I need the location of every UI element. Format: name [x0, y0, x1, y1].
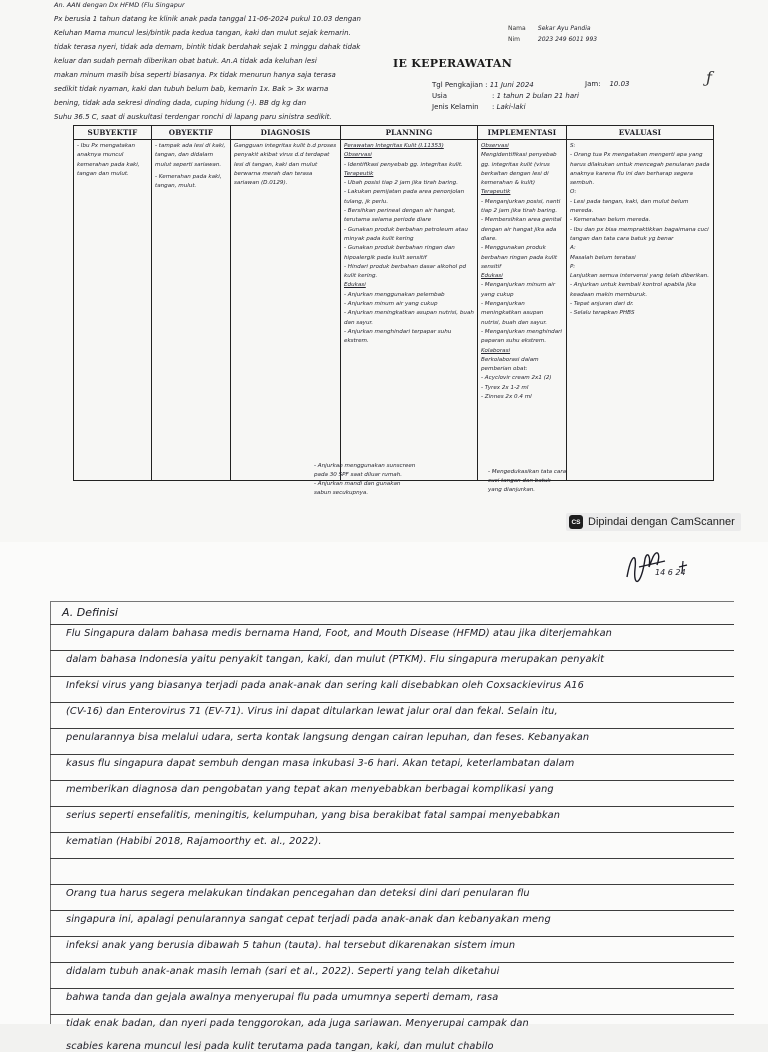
- handwritten-line: didalam tubuh anak-anak masih lemah (sari et al., 2022). Seperti yang telah diketahui: [66, 966, 500, 977]
- case-line: makan minum masih bisa seperti biasanya. Px tidak menurun hanya saja terasa: [54, 71, 336, 79]
- planning-item: - Hindari produk berbahan dasar alkohol pd kulit kering.: [344, 263, 467, 280]
- camscanner-watermark: [566, 513, 741, 531]
- page-left-margin-line: [50, 601, 51, 1024]
- nim-label: Nim: [508, 36, 520, 43]
- nim-value: 2023 249 6011 993: [537, 36, 598, 43]
- handwritten-line: (CV-16) dan Enterovirus 71 (EV-71). Virus ini dapat ditularkan lewat jalur oral dan fekal. Selain itu,: [66, 706, 558, 717]
- evaluasi-item: - Tepat anjuran dari dr.: [570, 301, 634, 308]
- implementasi-overflow-line: - Mengedukasikan tata cara: [488, 469, 567, 475]
- implementasi-overflow: [488, 468, 588, 495]
- patient-header: An. AAN dengan Dx HFMD (Flu Singapur: [54, 1, 185, 9]
- handwritten-line: memberikan diagnosa dan pengobatan yang tepat akan menyebabkan berbagai komplikasi yang: [66, 784, 554, 795]
- cell-obyektif: [152, 140, 231, 481]
- implementasi-list: [481, 142, 563, 402]
- case-line: Keluhan Mama muncul lesi/bintik pada kedua tangan, kaki dan mulut sejak kemarin.: [54, 29, 351, 37]
- evaluasi-item: - Kemerahan belum mereda.: [570, 217, 651, 224]
- ruled-line: [50, 650, 734, 651]
- case-line: keluar dan sudah pernah diberikan obat batuk. An.A tidak ada keluhan lesi: [54, 57, 317, 65]
- obyektif-item: - tampak ada lesi di kaki, tangan, dan didalam mulut seperti sariawan.: [155, 143, 226, 168]
- planning-overflow: [314, 462, 464, 498]
- handwritten-line: Orang tua harus segera melakukan tindakan pencegahan dan deteksi dini dari penularan flu: [66, 888, 530, 899]
- planning-item: - Lakukan pemijatan pada area penonjolan tulang, jk perlu.: [344, 189, 465, 205]
- case-line: tidak terasa nyeri, tidak ada demam, bintik tidak berdahak sejak 1 minggu dahak tidak: [54, 43, 361, 51]
- planning-item: - Bersihkan perineal dengan air hangat, terutama selama periode diare: [344, 208, 456, 224]
- col-evaluasi: EVALUASI: [567, 126, 714, 140]
- col-planning: PLANNING: [341, 126, 478, 140]
- evaluasi-item: P:: [570, 263, 576, 270]
- signature-date: 14 6 24: [655, 568, 686, 577]
- implementasi-item: - Menganjurkan meningkatkan asupan nutrisi, buah dan sayur.: [481, 301, 548, 326]
- ruled-line: [50, 988, 734, 989]
- assessment-date: Tgl Pengkajian : 11 Juni 2024: [432, 81, 534, 89]
- table-header-row: [74, 126, 714, 140]
- ruled-line: [50, 962, 734, 963]
- sheet-title: IE KEPERAWATAN: [393, 57, 513, 70]
- evaluasi-item: Masalah belum teratasi: [570, 254, 636, 261]
- col-obyektif: OBYEKTIF: [152, 126, 231, 140]
- student-name: [508, 23, 591, 34]
- evaluasi-item: S:: [570, 143, 576, 149]
- implementasi-item: Berkolaborasi dalam pemberian obat:: [481, 356, 539, 373]
- col-subyektif: SUBYEKTIF: [74, 126, 152, 140]
- handwritten-line: singapura ini, apalagi penularannya sangat cepat terjadi pada anak-anak dan kebanyakan meng: [66, 914, 551, 925]
- subyektif-text: - Ibu Px mengatakan anaknya muncul kemerahan pada kaki, tangan dan mulut.: [77, 143, 140, 177]
- student-nim: [508, 34, 597, 45]
- time-value: 10.03: [609, 80, 630, 88]
- obyektif-list: [155, 142, 227, 191]
- ruled-line: [50, 936, 734, 937]
- evaluasi-item: - Ibu dan px bisa mempraktikkan bagaimana cuci tangan dan tata cara batuk yg benar: [570, 226, 709, 242]
- name-label: Nama: [508, 25, 526, 32]
- planning-item: - Anjurkan minum air yang cukup: [344, 301, 438, 308]
- camscanner-logo-icon: CS: [569, 515, 583, 529]
- handwritten-line: penularannya bisa melalui udara, serta kontak langsung dengan cairan lepuhan, dan feses. Kebanyakan: [66, 732, 590, 743]
- cell-planning: [341, 140, 478, 481]
- camscanner-label: Dipindai dengan CamScanner: [588, 516, 735, 528]
- implementasi-item: Mengidentifikasi penyebab gg. integritas kulit (virus berkaitan dengan lesi di kemerahan & kulit): [481, 152, 557, 187]
- ruled-line: [50, 728, 734, 729]
- ruled-line: [50, 1014, 734, 1015]
- handwritten-line: kasus flu singapura dapat sembuh dengan masa inkubasi 3-6 hari. Akan tetapi, keterlambatan dalam: [66, 758, 575, 769]
- implementasi-item: Edukasi: [481, 273, 503, 280]
- handwritten-line: bahwa tanda dan gejala awalnya menyerupai flu pada umumnya seperti demam, rasa: [66, 992, 499, 1003]
- implementasi-item: - Menggunakan produk berbahan ringan pada kulit sensitif: [481, 245, 558, 270]
- planning-item: - Ubah posisi tiap 2 jam jika tirah baring.: [344, 180, 458, 187]
- cell-subyektif: [74, 140, 152, 481]
- evaluasi-item: O:: [570, 189, 577, 196]
- evaluasi-item: A:: [570, 245, 576, 252]
- handwritten-line: infeksi anak yang berusia dibawah 5 tahun (tauta). hal tersebut dikarenakan sistem imun: [66, 940, 516, 951]
- planning-item: - Anjurkan meningkatkan asupan nutrisi, buah dan sayur.: [344, 310, 474, 326]
- planning-item: - Gunakan produk berbahan ringan dan hipoalergik pada kulit sensitif: [344, 245, 455, 261]
- sex-label: Jenis Kelamin: [432, 103, 479, 111]
- ruled-line: [50, 780, 734, 781]
- date-value: 11 Juni 2024: [489, 81, 534, 89]
- assessment-time: Jam: 10.03: [585, 80, 630, 88]
- ruled-line: [50, 806, 734, 807]
- handwritten-line: serius seperti ensefalitis, meningitis, kelumpuhan, yang bisa berakibat fatal sampai menyebabkan: [66, 810, 561, 821]
- age-label: Usia: [432, 92, 448, 100]
- implementasi-item: - Zinnes 2x 0.4 ml: [481, 394, 532, 401]
- planning-overflow-line: pada 30 SPF saat diluar rumah.: [314, 472, 403, 478]
- ruled-line: [50, 884, 734, 885]
- planning-item: - Anjurkan menghindari terpapar suhu ekstrem.: [344, 328, 452, 345]
- planning-item: Observasi: [344, 152, 372, 159]
- ruled-line: [50, 832, 734, 833]
- time-label: Jam: [585, 80, 599, 88]
- notebook-page: [0, 542, 768, 1052]
- planning-overflow-line: sabun secukupnya.: [314, 490, 369, 496]
- planning-item: - Anjurkan menggunakan pelembab: [344, 291, 445, 298]
- implementasi-item: - Membersihkan area genital dengan air hangat jika ada diare.: [481, 217, 562, 242]
- implementasi-item: - Menganjurkan minum air yang cukup: [481, 282, 556, 298]
- handwritten-line: scabies karena muncul lesi pada kulit terutama pada tangan, kaki, dan mulut chabilo: [66, 1041, 494, 1052]
- cell-diagnosis: [231, 140, 341, 481]
- evaluasi-item: - Anjurkan untuk kembali kontrol apabila jika keadaan makin memburuk.: [570, 282, 696, 298]
- evaluasi-item: - Selalu terapkan PHBS: [570, 310, 635, 317]
- age-value: 1 tahun 2 bulan 21 hari: [496, 92, 579, 100]
- ruled-line: [50, 858, 734, 859]
- case-line: Suhu 36.5 C, saat di auskultasi terdengar ronchi di lapang paru sinistra sedikit.: [54, 113, 332, 121]
- evaluasi-item: Lanjutkan semua intervensi yang telah diberikan.: [570, 273, 709, 280]
- evaluasi-item: - Orang tua Px mengatakan mengerti apa yang harus dilakukan untuk mencegah penularan pada anaknya karena flu ini dan berharap segera sembuh.: [570, 152, 710, 187]
- diagnosis-text: Gangguan integritas kulit b.d proses penyakit akibat virus d.d terdapat lesi di tangan, kaki dan mulut berwarna merah dan terasa sariawan (D.0129).: [234, 143, 337, 187]
- implementasi-item: Kolaborasi: [481, 347, 511, 354]
- planning-overflow-line: - Anjurkan mandi dan gunakan: [314, 481, 401, 487]
- implementasi-overflow-line: cuci tangan dan batuk: [488, 478, 551, 484]
- implementasi-item: Terapeutik: [481, 189, 511, 196]
- handwritten-line: tidak enak badan, dan nyeri pada tenggorokan, ada juga sariawan. Menyerupai campak dan: [66, 1018, 529, 1029]
- case-line: bening, tidak ada sekresi dinding dada, cuping hidung (-). BB dg kg dan: [54, 99, 307, 107]
- implementasi-item: - Menganjurkan posisi, nanti tiap 2 jam jika tirah baring.: [481, 198, 561, 215]
- ruled-line: [50, 910, 734, 911]
- planning-item: Edukasi: [344, 282, 366, 289]
- evaluasi-item: - Lesi pada tangan, kaki, dan mulut belum mereda.: [570, 198, 689, 215]
- col-implementasi: IMPLEMENTASI: [478, 126, 567, 140]
- planning-item: - Gunakan produk berbahan petroleum atau minyak pada kulit kering: [344, 226, 468, 242]
- implementasi-overflow-line: yang dianjurkan.: [488, 487, 536, 493]
- planning-item: Terapeutik: [344, 170, 374, 177]
- obyektif-item: - Kemerahan pada kaki, tangan, mulut.: [155, 173, 222, 190]
- implementasi-item: Observasi: [481, 143, 509, 149]
- implementasi-item: - Acyclovir cream 2x1 (2): [481, 375, 552, 382]
- planning-list: [344, 142, 474, 347]
- handwritten-line: Flu Singapura dalam bahasa medis bernama Hand, Foot, and Mouth Disease (HFMD) atau jika diterjemahkan: [66, 628, 612, 639]
- sex-value: Laki-laki: [496, 103, 526, 111]
- ruled-line: [50, 754, 734, 755]
- ruled-line: [50, 624, 734, 625]
- planning-overflow-line: - Anjurkan menggunakan sunscreen: [314, 463, 416, 469]
- case-line: Px berusia 1 tahun datang ke klinik anak pada tanggal 11-06-2024 pukul 10.03 dengan: [54, 15, 361, 23]
- evaluasi-list: [570, 142, 710, 319]
- name-value: Sekar Ayu Pandia: [537, 25, 591, 32]
- handwritten-line: Infeksi virus yang biasanya terjadi pada anak-anak dan sering kali disebabkan oleh Coxsackievirus A16: [66, 680, 584, 691]
- handwritten-line: kematian (Habibi 2018, Rajamoorthy et. al., 2022).: [66, 836, 322, 847]
- handwritten-line: dalam bahasa Indonesia yaitu penyakit tangan, kaki, dan mulut (PTKM). Flu singapura merupakan penyakit: [66, 654, 605, 665]
- implementasi-item: - Menganjurkan menghindari paparan suhu ekstrem.: [481, 328, 562, 345]
- page-top-margin-line: [50, 601, 734, 602]
- section-heading: A. Definisi: [62, 606, 118, 619]
- patient-age: Usia : 1 tahun 2 bulan 21 hari: [432, 92, 579, 100]
- planning-item: Perawatan Integritas Kulit (I.11353): [344, 143, 444, 149]
- planning-item: - Identifikasi penyebab gg. integritas kulit.: [344, 161, 463, 168]
- ruled-line: [50, 676, 734, 677]
- case-line: sedikit tidak nyaman, kaki dan tubuh belum bab, kemarin 1x. Bak > 3x warna: [54, 85, 329, 93]
- col-diagnosis: DIAGNOSIS: [231, 126, 341, 140]
- patient-sex: Jenis Kelamin : Laki-laki: [432, 103, 526, 111]
- cell-implementasi: [478, 140, 567, 481]
- ruled-line: [50, 702, 734, 703]
- margin-mark: ƒ: [706, 68, 712, 87]
- table-row: [74, 140, 714, 481]
- date-label: Tgl Pengkajian: [432, 81, 483, 89]
- implementasi-item: - Tyrex 2x 1-2 ml: [481, 384, 529, 391]
- care-plan-table: [73, 125, 714, 481]
- cell-evaluasi: [567, 140, 714, 481]
